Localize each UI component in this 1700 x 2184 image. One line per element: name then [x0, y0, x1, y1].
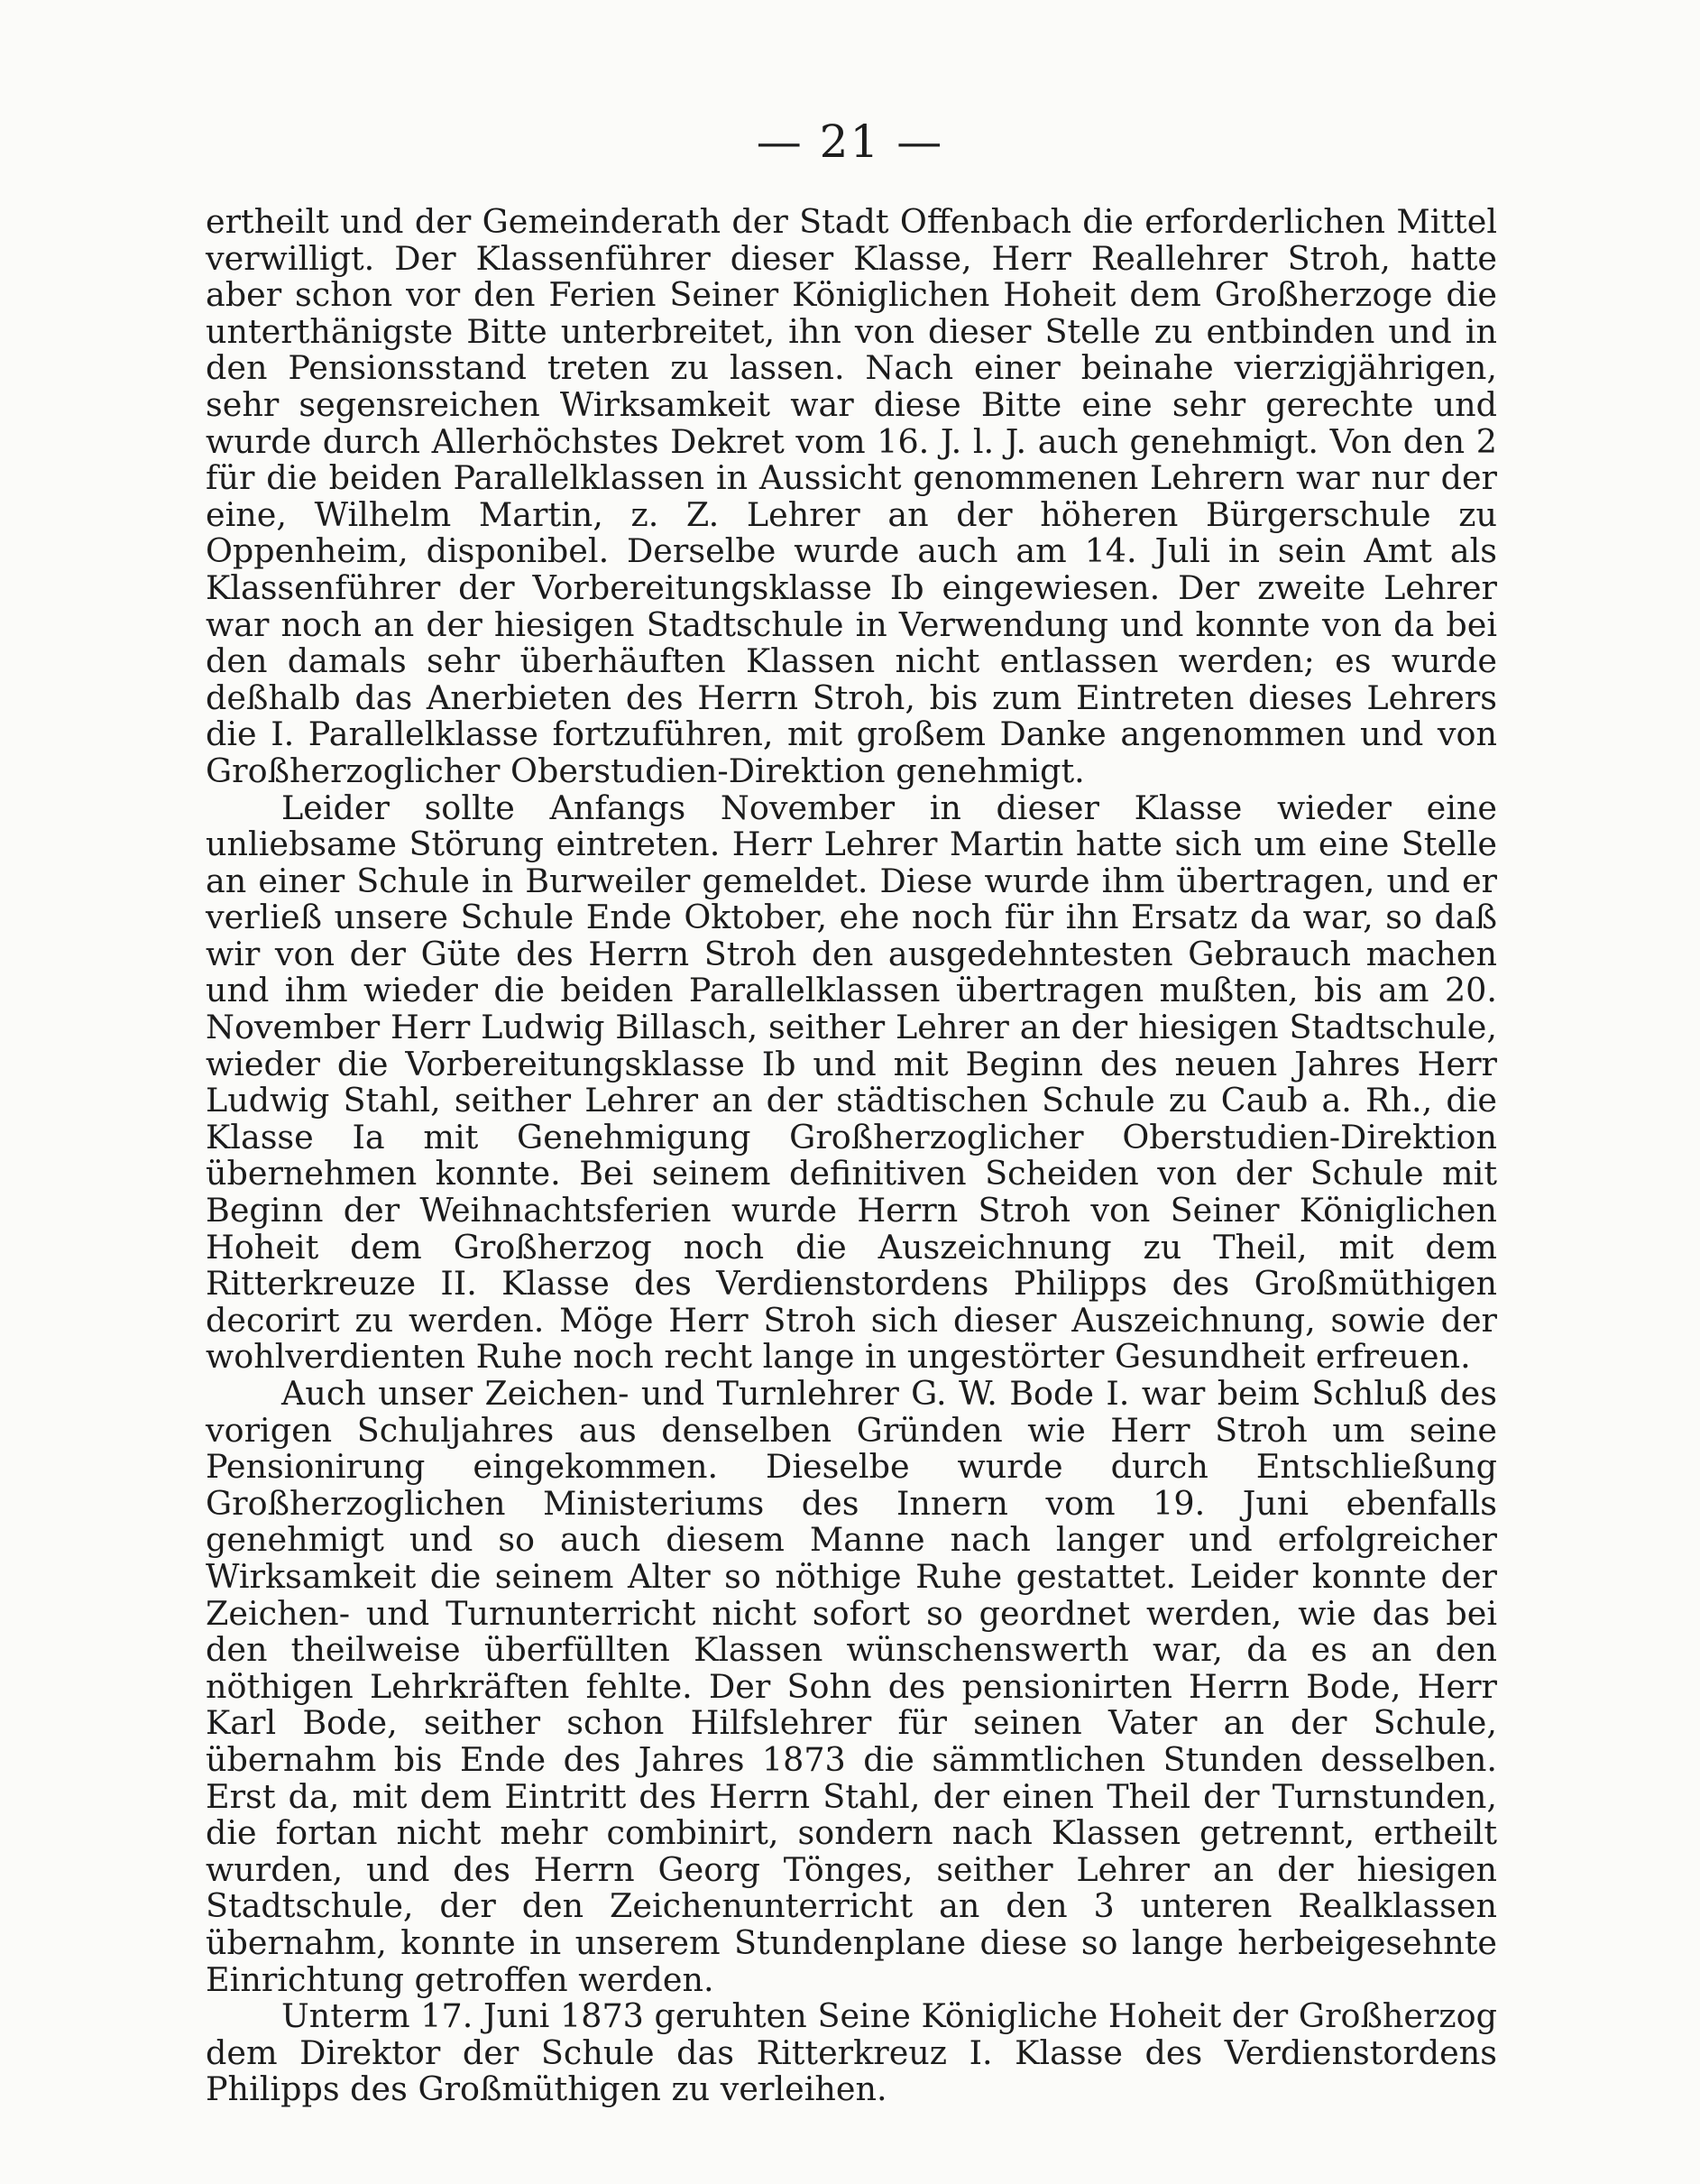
- paragraph-4: Unterm 17. Juni 1873 geruhten Seine Königliche Hoheit der Großherzog dem Direktor der Schule das Ritterkreuz I. Klasse des Verdienstordens Philipps des Großmüthigen zu verleihen.: [206, 1996, 1497, 2109]
- paragraph-1: ertheilt und der Gemeinderath der Stadt Offenbach die erforderlichen Mittel verwilligt. Der Klassenführer dieser Klasse, Herr Reallehrer Stroh, hatte aber schon vor den Ferien Seiner Königlichen Hoheit dem Großherzoge die unterthänigste Bitte unterbreitet, ihn von dieser Stelle zu entbinden und in den Pensionsstand treten zu lassen. Nach einer beinahe vierzigjährigen, sehr segensreichen Wirksamkeit war diese Bitte eine sehr gerechte und wurde durch Allerhöchstes Dekret vom 16. J. l. J. auch genehmigt. Von den 2 für die beiden Parallelklassen in Aussicht genommenen Lehrern war nur der eine, Wilhelm Martin, z. Z. Lehrer an der höheren Bürgerschule zu Oppenheim, disponibel. Derselbe wurde auch am 14. Juli in sein Amt als Klassenführer der Vorbereitungsklasse Ib eingewiesen. Der zweite Lehrer war noch an der hiesigen Stadtschule in Verwendung und konnte von da bei den damals sehr überhäuften Klassen nicht entlassen werden; es wurde deßhalb das Anerbieten des Herrn Stroh, bis zum Eintreten dieses Lehrers die I. Parallelklasse fortzuführen, mit großem Danke angenommen und von Großherzoglicher Oberstudien-Direktion genehmigt.: [206, 202, 1497, 790]
- paragraph-2: Leider sollte Anfangs November in dieser Klasse wieder eine unliebsame Störung eintreten. Herr Lehrer Martin hatte sich um eine Stelle an einer Schule in Burweiler gemeldet. Diese wurde ihm übertragen, und er verließ unsere Schule Ende Oktober, ehe noch für ihn Ersatz da war, so daß wir von der Güte des Herrn Stroh den ausgedehntesten Gebrauch machen und ihm wieder die beiden Parallelklassen übertragen mußten, bis am 20. November Herr Ludwig Billasch, seither Lehrer an der hiesigen Stadtschule, wieder die Vorbereitungsklasse Ib und mit Beginn des neuen Jahres Herr Ludwig Stahl, seither Lehrer an der städtischen Schule zu Caub a. Rh., die Klasse Ia mit Genehmigung Großherzoglicher Oberstudien-Direktion übernehmen konnte. Bei seinem definitiven Scheiden von der Schule mit Beginn der Weihnachtsferien wurde Herrn Stroh von Seiner Königlichen Hoheit dem Großherzog noch die Auszeichnung zu Theil, mit dem Ritterkreuze II. Klasse des Verdienstordens Philipps des Großmüthigen decorirt zu werden. Möge Herr Stroh sich dieser Auszeichnung, sowie der wohlverdienten Ruhe noch recht lange in ungestörter Gesundheit erfreuen.: [206, 788, 1497, 1377]
- page-number: — 21 —: [756, 115, 944, 168]
- paragraph-3: Auch unser Zeichen- und Turnlehrer G. W. Bode I. war beim Schluß des vorigen Schuljahres aus denselben Gründen wie Herr Stroh um seine Pensionirung eingekommen. Dieselbe wurde durch Entschließung Großherzoglichen Ministeriums des Innern vom 19. Juni ebenfalls genehmigt und so auch diesem Manne nach langer und erfolgreicher Wirksamkeit die seinem Alter so nöthige Ruhe gestattet. Leider konnte der Zeichen- und Turnunterricht nicht sofort so geordnet werden, wie das bei den theilweise überfüllten Klassen wünschenswerth war, da es an den nöthigen Lehrkräften fehlte. Der Sohn des pensionirten Herrn Bode, Herr Karl Bode, seither schon Hilfslehrer für seinen Vater an der Schule, übernahm bis Ende des Jahres 1873 die sämmtlichen Stunden desselben. Erst da, mit dem Eintritt des Herrn Stahl, der einen Theil der Turnstunden, die fortan nicht mehr combinirt, sondern nach Klassen getrennt, ertheilt wurden, und des Herrn Georg Tönges, seither Lehrer an der hiesigen Stadtschule, der den Zeichenunterricht an den 3 unteren Realklassen übernahm, konnte in unserem Stundenplane diese so lange herbeigesehnte Einrichtung getroffen werden.: [206, 1374, 1497, 1999]
- body-text: [206, 204, 1497, 2108]
